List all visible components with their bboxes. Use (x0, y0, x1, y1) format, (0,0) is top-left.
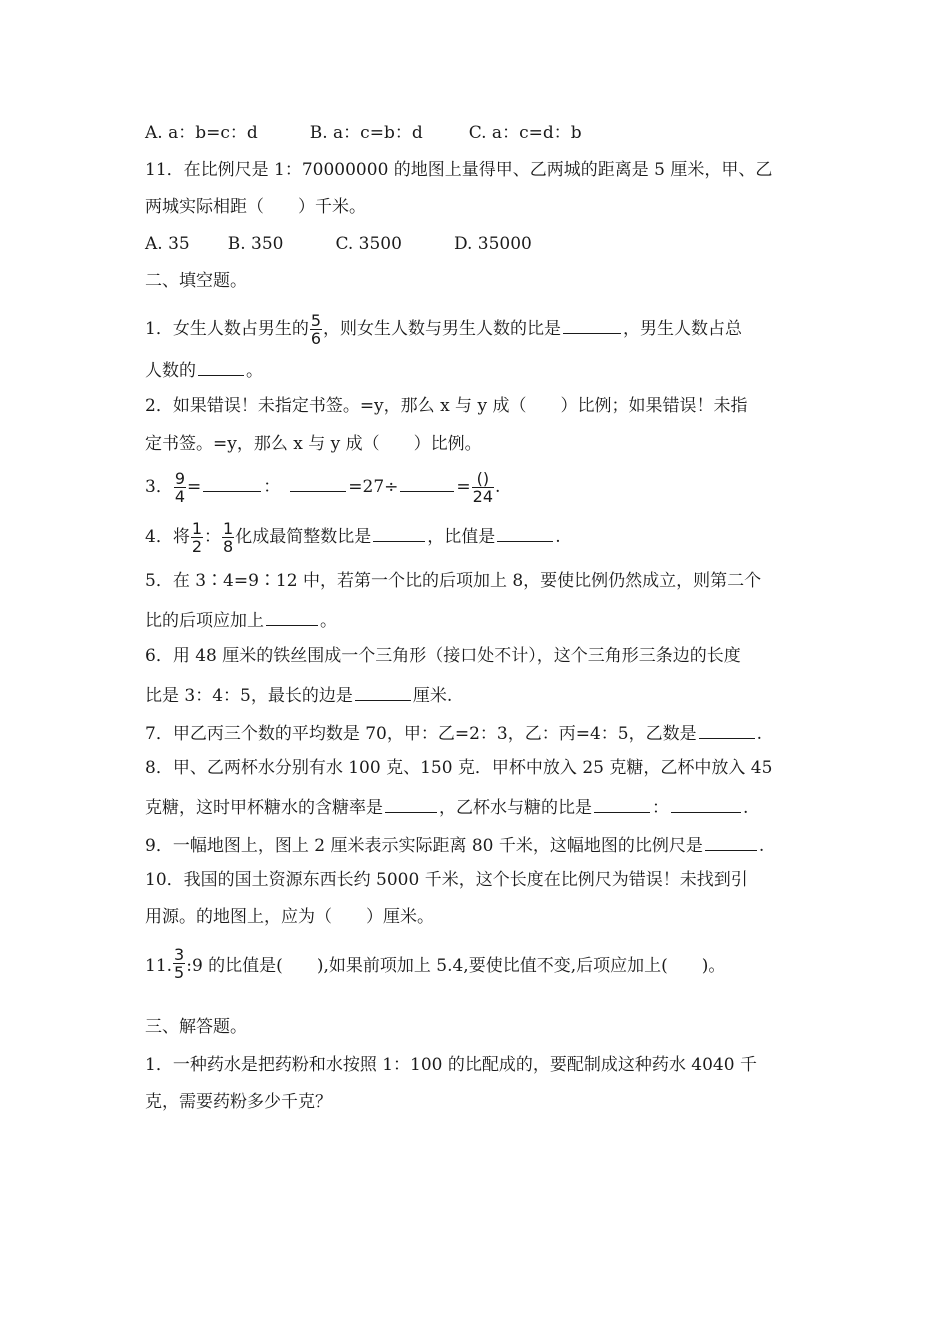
section3-title: 三、解答题。 (145, 1017, 247, 1037)
denominator: 2 (191, 537, 203, 556)
fill6-text: 比是 3：4：5，最长的边是 (145, 686, 353, 706)
fill11-text: :9 的比值是( ),如果前项加上 5.4,要使比值不变,后项应加上( )。 (186, 956, 726, 976)
fill1-text: 人数的 (145, 361, 196, 381)
denominator: 6 (310, 329, 322, 348)
fill3-text: =27÷ (348, 477, 399, 497)
fraction (174, 470, 186, 505)
fill3-text: 3． (145, 477, 173, 497)
fraction (310, 312, 322, 347)
fill3-text: = (187, 477, 202, 497)
option-b: B. 350 (227, 234, 284, 254)
fill5-text: 比的后项应加上 (145, 611, 264, 631)
fill8-text: ，乙杯水与糖的比是 (439, 798, 592, 818)
fill8-text: 克糖，这时甲杯糖水的含糖率是 (145, 798, 383, 818)
q11-line2: 两城实际相距（ ）千米。 (145, 197, 366, 217)
answer-blank[interactable] (373, 523, 425, 542)
option-c: C. 3500 (335, 234, 402, 254)
fill3-text: . (495, 477, 501, 497)
fill5-text: 。 (320, 611, 337, 631)
fill2-line2: 定书签。=y，那么 x 与 y 成（ ）比例。 (145, 434, 482, 454)
fill4 (145, 520, 561, 555)
fraction (173, 946, 185, 981)
answer-blank[interactable] (563, 315, 621, 334)
fill10-line1: 10．我国的国土资源东西长约 5000 千米，这个长度在比例尺为错误！未找到引 (145, 870, 748, 890)
option-b: B. a：c=b：d (309, 123, 423, 143)
fill9-text: 9．一幅地图上，图上 2 厘米表示实际距离 80 千米，这幅地图的比例尺是 (145, 836, 703, 856)
answer-blank[interactable] (385, 794, 437, 813)
fill1-text: ，男生人数占总 (623, 319, 743, 339)
answer-blank[interactable] (594, 794, 650, 813)
answer-blank[interactable] (290, 473, 346, 492)
answer-blank[interactable] (699, 720, 755, 739)
q11-options (145, 233, 532, 255)
fill7-text: . (756, 724, 763, 744)
denominator: 5 (174, 963, 185, 982)
fill8-line1: 8．甲、乙两杯水分别有水 100 克、150 克．甲杯中放入 25 克糖，乙杯中放入 45 (145, 758, 773, 778)
fill3-text: = (456, 477, 471, 497)
fill10-line2: 用源。的地图上，应为（ ）厘米。 (145, 907, 434, 927)
answer-blank[interactable] (705, 832, 757, 851)
numerator: () (472, 470, 494, 488)
fill1-line1 (145, 312, 742, 347)
denominator: 8 (223, 537, 234, 556)
fill3 (145, 470, 500, 505)
fraction (472, 470, 494, 505)
fill7 (145, 720, 762, 745)
fill1-text: 1．女生人数占男生的 (145, 319, 309, 339)
fill4-text: . (555, 527, 561, 547)
option-d: D. 35000 (453, 234, 532, 254)
fraction (222, 520, 234, 555)
fill1-text: 。 (246, 361, 263, 381)
fill11 (145, 946, 725, 981)
answer-blank[interactable] (203, 473, 261, 492)
answer-blank[interactable] (497, 523, 553, 542)
numerator: 1 (223, 519, 234, 538)
fill2-line1: 2．如果错误！未指定书签。=y，那么 x 与 y 成（ ）比例；如果错误！未指 (145, 396, 748, 416)
option-a: A. 35 (145, 234, 190, 254)
option-a: A. a：b=c：d (145, 123, 258, 143)
answer-blank[interactable] (671, 794, 741, 813)
numerator: 5 (310, 311, 322, 330)
fill4-text: 4．将 (145, 527, 190, 547)
fill3-text: ： (263, 477, 281, 497)
fill6-line1: 6．用 48 厘米的铁丝围成一个三角形（接口处不计），这个三角形三条边的长度 (145, 646, 741, 666)
fill5-line2 (145, 607, 337, 632)
fraction (191, 520, 203, 555)
fill4-text: ，比值是 (427, 527, 496, 547)
fill7-text: 7．甲乙丙三个数的平均数是 70，甲：乙=2：3，乙：丙=4：5，乙数是 (145, 724, 697, 744)
fill8-text: ： (652, 798, 669, 818)
fill4-text: 化成最简整数比是 (235, 527, 372, 547)
answer-blank[interactable] (266, 607, 318, 626)
fill4-text: ： (204, 527, 222, 547)
answer-blank[interactable] (198, 357, 244, 376)
fill11-text: 11. (145, 956, 173, 976)
solve1-line1: 1．一种药水是把药粉和水按照 1：100 的比配成的，要配制成这种药水 4040 千 (145, 1055, 757, 1075)
fill1-line2 (145, 357, 263, 382)
numerator: 1 (191, 519, 203, 538)
denominator: 24 (472, 487, 493, 506)
fill6-text: 厘米. (412, 686, 453, 706)
fill6-line2 (145, 682, 452, 707)
fill9-text: . (758, 836, 765, 856)
denominator: 4 (174, 487, 186, 506)
fill8-line2 (145, 794, 748, 819)
answer-blank[interactable] (400, 473, 454, 492)
solve1-line2: 克，需要药粉多少千克？ (145, 1092, 332, 1112)
answer-blank[interactable] (355, 682, 411, 701)
fill9 (145, 832, 764, 857)
numerator: 3 (174, 945, 185, 964)
q10-options (145, 122, 582, 144)
numerator: 9 (174, 469, 186, 488)
fill8-text: . (743, 798, 749, 818)
section2-title: 二、填空题。 (145, 271, 247, 291)
q11-line1: 11．在比例尺是 1：70000000 的地图上量得甲、乙两城的距离是 5 厘米，甲、乙 (145, 160, 773, 180)
option-c: C. a：c=d：b (468, 123, 582, 143)
fill5-line1: 5．在 3∶4=9∶12 中，若第一个比的后项加上 8，要使比例仍然成立，则第二个 (145, 571, 762, 591)
fill1-text: ，则女生人数与男生人数的比是 (323, 319, 562, 339)
